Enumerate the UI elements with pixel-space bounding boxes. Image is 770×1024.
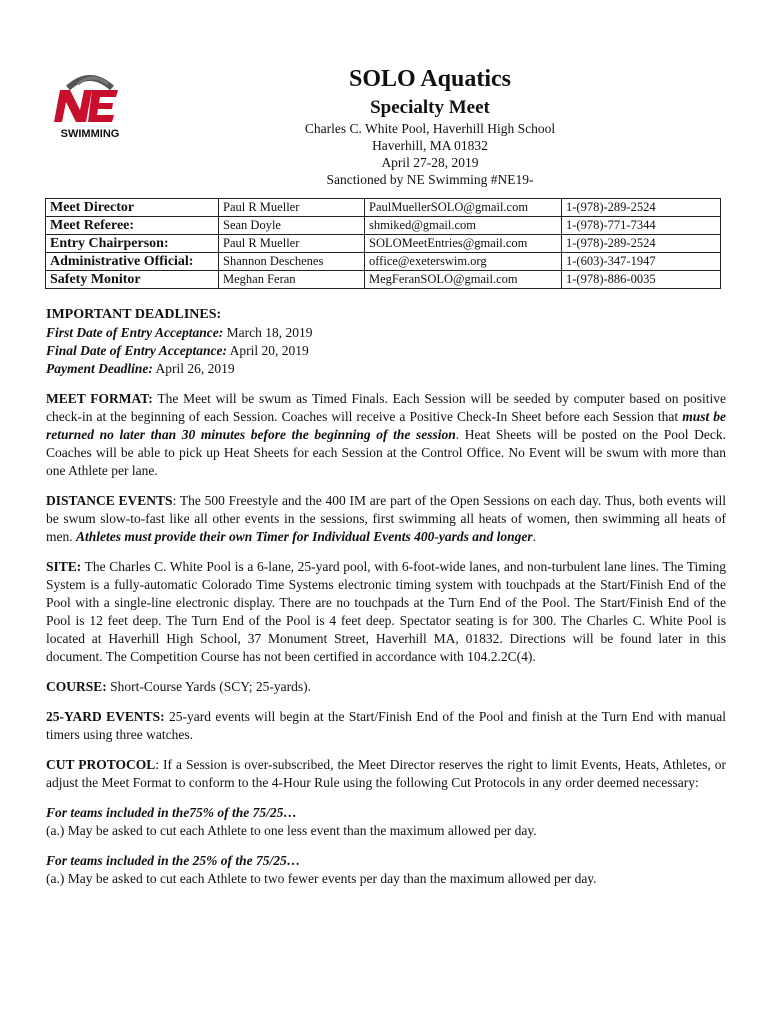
official-role: Meet Referee: bbox=[46, 217, 219, 235]
deadline-label: First Date of Entry Acceptance: bbox=[46, 325, 224, 340]
venue-line: Charles C. White Pool, Haverhill High School bbox=[304, 121, 556, 136]
distance-events-text: : The 500 Freestyle and the 400 IM are part of the Open Sessions on each day. Thus, both events will be swum slow-to-fast like all other events in the sessions, first swimming all heats of women, then swimming all heats of men. bbox=[46, 493, 726, 544]
sanction-line: Sanctioned by NE Swimming #NE19- bbox=[326, 172, 534, 187]
cut-protocol-paragraph bbox=[46, 756, 726, 792]
official-role: Entry Chairperson: bbox=[46, 235, 219, 253]
cut-protocol-text: : If a Session is over-subscribed, the Meet Director reserves the right to limit Events, Heats, Athletes, or adjust the Meet Format to conform to the 4-Hour Rule using the following Cut Protocols in any order deemed necessary: bbox=[46, 757, 726, 790]
official-email: MegFeranSOLO@gmail.com bbox=[365, 271, 562, 289]
official-phone: 1-(978)-771-7344 bbox=[562, 217, 721, 235]
dates-line: April 27-28, 2019 bbox=[381, 155, 479, 170]
ne-swimming-logo-icon bbox=[48, 66, 132, 140]
page-subtitle: Specialty Meet bbox=[370, 97, 490, 118]
deadline-value: April 26, 2019 bbox=[152, 361, 235, 376]
table-row bbox=[46, 217, 721, 235]
official-phone: 1-(603)-347-1947 bbox=[562, 253, 721, 271]
document-body bbox=[46, 306, 726, 888]
distance-events-emphasis: Athletes must provide their own Timer for Individual Events 400-yards and longer bbox=[76, 529, 533, 544]
city-line: Haverhill, MA 01832 bbox=[372, 138, 488, 153]
meet-format-emphasis: must be returned no later than 30 minutes before the beginning of the session bbox=[46, 409, 726, 442]
yard-events-text: 25-yard events will begin at the Start/Finish End of the Pool and finish at the Turn End with manual timers using three watches. bbox=[46, 709, 726, 742]
site-text: The Charles C. White Pool is a 6-lane, 25-yard pool, with 6-foot-wide lanes, and non-turbulent lane lines. The Timing System is a fully-automatic Colorado Time Systems electronic timing system with touchpads at the Start/Finish End of the Pool with a single-line electronic display. There are no touchpads at the Turn End of the Pool. The Start/Finish End of the Pool is 12 feet deep. The Turn End of the Pool is 4 feet deep. Spectator seating is for 300. The Charles C. White Pool is located at Haverhill High School, 37 Monument Street, Haverhill MA, 01832. Directions will be found later in this document. The Competition Course has not been certified in accordance with 104.2.2C(4). bbox=[46, 559, 726, 664]
official-email: SOLOMeetEntries@gmail.com bbox=[365, 235, 562, 253]
meet-format-paragraph bbox=[46, 390, 726, 480]
official-name: Paul R Mueller bbox=[219, 199, 365, 217]
official-email: shmiked@gmail.com bbox=[365, 217, 562, 235]
logo-wordmark: SWIMMING bbox=[60, 128, 120, 140]
course-label: COURSE: bbox=[46, 679, 107, 694]
site-paragraph bbox=[46, 558, 726, 666]
official-name: Paul R Mueller bbox=[219, 235, 365, 253]
ne-swimming-logo bbox=[48, 66, 132, 140]
site-label: SITE: bbox=[46, 559, 82, 574]
course-text: Short-Course Yards (SCY; 25-yards). bbox=[106, 679, 312, 694]
deadline-label: Payment Deadline: bbox=[46, 361, 153, 376]
table-row bbox=[46, 271, 721, 289]
yard-events-paragraph bbox=[46, 708, 726, 744]
official-phone: 1-(978)-289-2524 bbox=[562, 235, 721, 253]
deadline-item bbox=[46, 342, 726, 360]
official-phone: 1-(978)-289-2524 bbox=[562, 199, 721, 217]
official-name: Shannon Deschenes bbox=[219, 253, 365, 271]
course-paragraph bbox=[46, 678, 726, 696]
official-name: Meghan Feran bbox=[219, 271, 365, 289]
official-role: Meet Director bbox=[46, 199, 219, 217]
table-row bbox=[46, 235, 721, 253]
yard-events-label: 25-YARD EVENTS: bbox=[46, 709, 165, 724]
page-title: SOLO Aquatics bbox=[348, 66, 512, 92]
official-email: PaulMuellerSOLO@gmail.com bbox=[365, 199, 562, 217]
deadline-value: April 20, 2019 bbox=[226, 343, 309, 358]
deadline-item bbox=[46, 360, 726, 378]
deadline-label: Final Date of Entry Acceptance: bbox=[46, 343, 227, 358]
table-row bbox=[46, 253, 721, 271]
cut-group-item: (a.) May be asked to cut each Athlete to two fewer events per day than the maximum allowed per day. bbox=[46, 871, 597, 886]
distance-events-text-end: . bbox=[532, 529, 537, 544]
official-role: Administrative Official: bbox=[46, 253, 219, 271]
deadlines-heading: IMPORTANT DEADLINES: bbox=[46, 307, 222, 322]
officials-table bbox=[45, 198, 721, 289]
official-name: Sean Doyle bbox=[219, 217, 365, 235]
deadlines-section bbox=[46, 306, 726, 378]
deadline-item bbox=[46, 324, 726, 342]
cut-group-item: (a.) May be asked to cut each Athlete to one less event than the maximum allowed per day. bbox=[46, 823, 537, 838]
distance-events-label: DISTANCE EVENTS bbox=[46, 493, 173, 508]
cut-protocol-label: CUT PROTOCOL bbox=[46, 757, 156, 772]
official-phone: 1-(978)-886-0035 bbox=[562, 271, 721, 289]
official-email: office@exeterswim.org bbox=[365, 253, 562, 271]
cut-group-heading: For teams included in the 25% of the 75/25… bbox=[46, 853, 301, 868]
document-header bbox=[270, 64, 590, 188]
meet-format-text: The Meet will be swum as Timed Finals. Each Session will be seeded by computer based on positive check-in at the beginning of each Session. Coaches will receive a Positive Check-In Sheet before each Session that bbox=[46, 391, 726, 424]
distance-events-paragraph bbox=[46, 492, 726, 546]
deadline-value: March 18, 2019 bbox=[223, 325, 313, 340]
meet-format-text-end: . Heat Sheets will be posted on the Pool Deck. Coaches will be able to pick up Heat Sheets for each Session at the Control Office. No Event will be swum with more than one Athlete per lane. bbox=[46, 427, 726, 478]
table-row bbox=[46, 199, 721, 217]
official-role: Safety Monitor bbox=[46, 271, 219, 289]
cut-group-heading: For teams included in the75% of the 75/25… bbox=[46, 805, 297, 820]
meet-format-label: MEET FORMAT: bbox=[46, 391, 153, 406]
